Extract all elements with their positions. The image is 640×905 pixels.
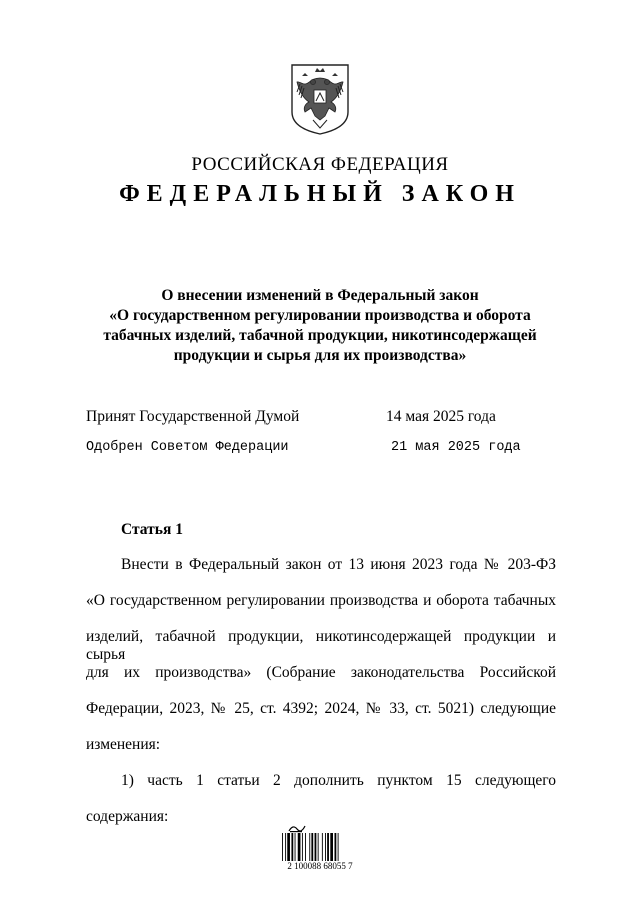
barcode-bar [287,833,290,861]
barcode-number: 2 100088 68055 7 [287,861,353,871]
barcode-bar [282,833,283,861]
barcode-bar [322,833,323,861]
article-body-line: для их производства» (Собрание законодательства Российской [86,664,556,681]
article-heading: Статья 1 [121,521,183,538]
duma-adoption-date: 14 мая 2025 года [386,408,496,425]
law-title [60,286,580,366]
barcode-bar [295,833,296,861]
article-body-line: изменения: [86,736,161,753]
barcode-bar [302,833,303,861]
russian-coat-of-arms-icon [289,62,351,136]
barcode-bar [285,833,286,861]
barcode-bar [318,833,319,861]
barcode-bar [309,833,310,861]
barcode-bar [291,833,293,861]
article-body-line: Федерации, 2023, № 25, ст. 4392; 2024, № 33, ст. 5021) следующие [86,700,556,717]
barcode-bar [327,833,329,861]
barcode-bar [311,833,313,861]
barcode-bars [280,833,360,861]
article-body-line: «О государственном регулировании производства и оборота табачных [86,592,556,609]
barcode-bar [325,833,326,861]
law-title-line: О внесении изменений в Федеральный закон [161,287,479,304]
registration-mark-icon [287,823,307,833]
barcode-bar [305,833,306,861]
article-item-line: 1) часть 1 статьи 2 дополнить пунктом 15 следующего [121,772,556,789]
law-title-line: продукции и сырья для их производства» [173,347,467,364]
barcode-bar [315,833,317,861]
article-body-line: Внести в Федеральный закон от 13 июня 2023 года № 203-ФЗ [121,556,556,573]
law-title-line: табачных изделий, табачной продукции, никотинсодержащей [103,327,537,344]
barcode-bar [335,833,337,861]
document-type: ФЕДЕРАЛЬНЫЙ ЗАКОН [119,181,521,207]
barcode [280,823,360,873]
barcode-bar [330,833,333,861]
duma-adoption-label: Принят Государственной Думой [86,408,300,425]
barcode-bar [338,833,339,861]
barcode-bar [298,833,301,861]
law-title-line: «О государственном регулировании производства и оборота [109,307,531,324]
article-body-line: изделий, табачной продукции, никотинсодержащей продукции и сырья [86,628,556,663]
council-approval-label: Одобрен Советом Федерации [86,440,289,455]
article-item-line: содержания: [86,808,169,825]
country-name: РОССИЙСКАЯ ФЕДЕРАЦИЯ [191,154,449,175]
council-approval-date: 21 мая 2025 года [391,440,521,455]
